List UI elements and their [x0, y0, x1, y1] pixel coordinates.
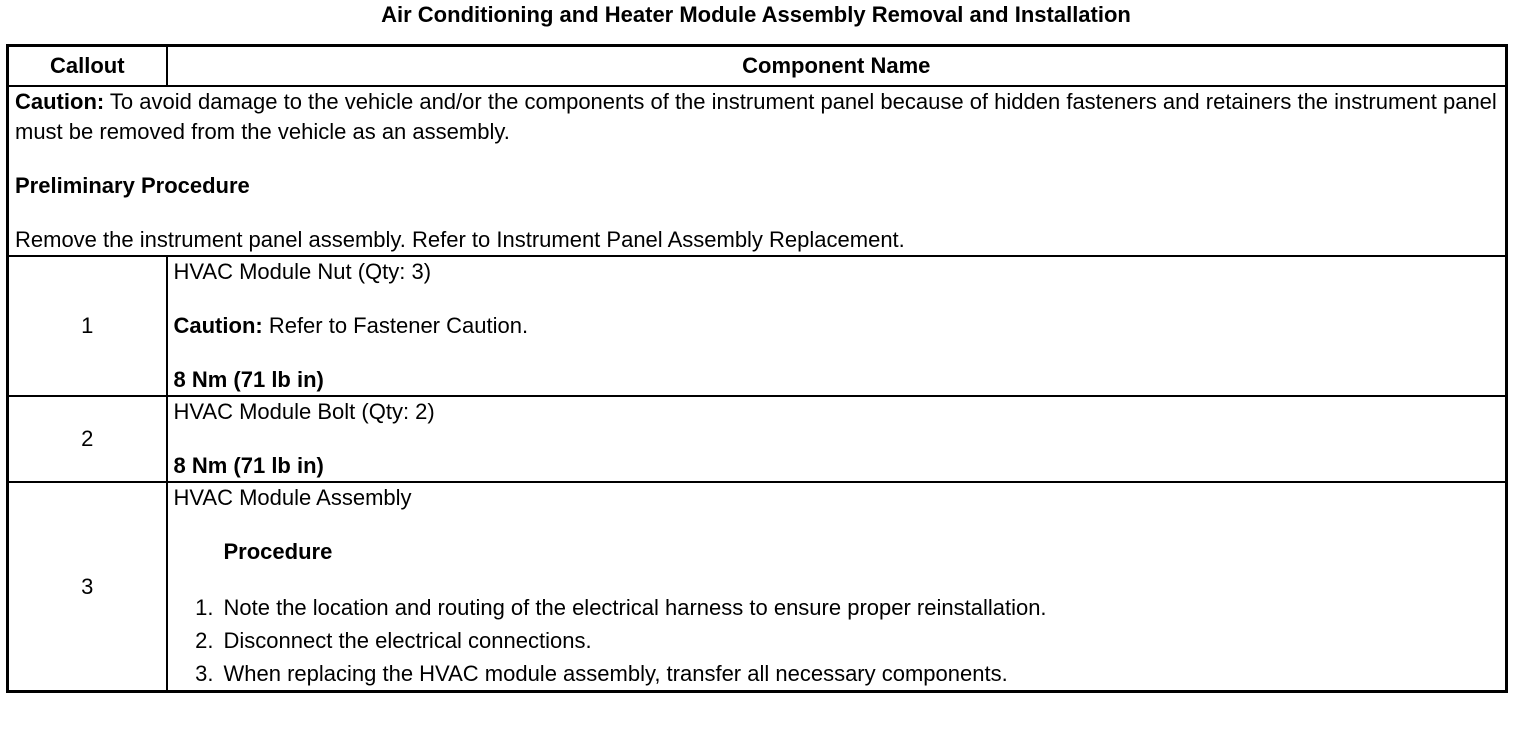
- preliminary-text: Remove the instrument panel assembly. Refer to Instrument Panel Assembly Replacement.: [15, 227, 905, 252]
- caution-text: Refer to Fastener Caution.: [262, 313, 529, 338]
- procedure-steps: [174, 591, 1500, 690]
- component-caution: [174, 311, 1500, 341]
- callout-number: 3: [8, 482, 167, 692]
- component-cell: [167, 256, 1507, 396]
- component-cell: [167, 482, 1507, 692]
- list-item: 1. Note the location and routing of the electrical harness to ensure proper reinstallation.: [195, 595, 1047, 620]
- table-row: [8, 396, 1507, 482]
- preliminary-heading: Preliminary Procedure: [15, 173, 250, 198]
- torque-spec: 8 Nm (71 lb in): [173, 453, 324, 478]
- header-callout: Callout: [8, 46, 167, 87]
- table-header-row: [8, 46, 1507, 87]
- intro-cell: [8, 86, 1507, 256]
- procedure-heading: Procedure: [223, 539, 333, 564]
- procedure-table: [6, 44, 1508, 693]
- table-row: [8, 256, 1507, 396]
- page-title: Air Conditioning and Heater Module Assembly Removal and Installation: [381, 2, 1131, 27]
- caution-label: Caution:: [15, 89, 105, 114]
- component-name: HVAC Module Nut (Qty: 3): [173, 259, 432, 284]
- list-item: 3. When replacing the HVAC module assembly, transfer all necessary components.: [195, 661, 1008, 686]
- intro-row: [8, 86, 1507, 256]
- callout-number: 2: [8, 396, 167, 482]
- callout-number: 1: [8, 256, 167, 396]
- component-name: HVAC Module Bolt (Qty: 2): [173, 399, 435, 424]
- component-name: HVAC Module Assembly: [173, 485, 412, 510]
- torque-spec: 8 Nm (71 lb in): [173, 367, 324, 392]
- list-item: 2. Disconnect the electrical connections.: [195, 628, 592, 653]
- table-row: [8, 482, 1507, 692]
- intro-caution: [15, 87, 1499, 147]
- caution-label: Caution:: [173, 313, 263, 338]
- header-component-name: Component Name: [167, 46, 1507, 87]
- caution-text: To avoid damage to the vehicle and/or the components of the instrument panel because of hidden fasteners and retainers the instrument panel must be removed from the vehicle as an assembly.: [15, 89, 1497, 144]
- component-cell: [167, 396, 1507, 482]
